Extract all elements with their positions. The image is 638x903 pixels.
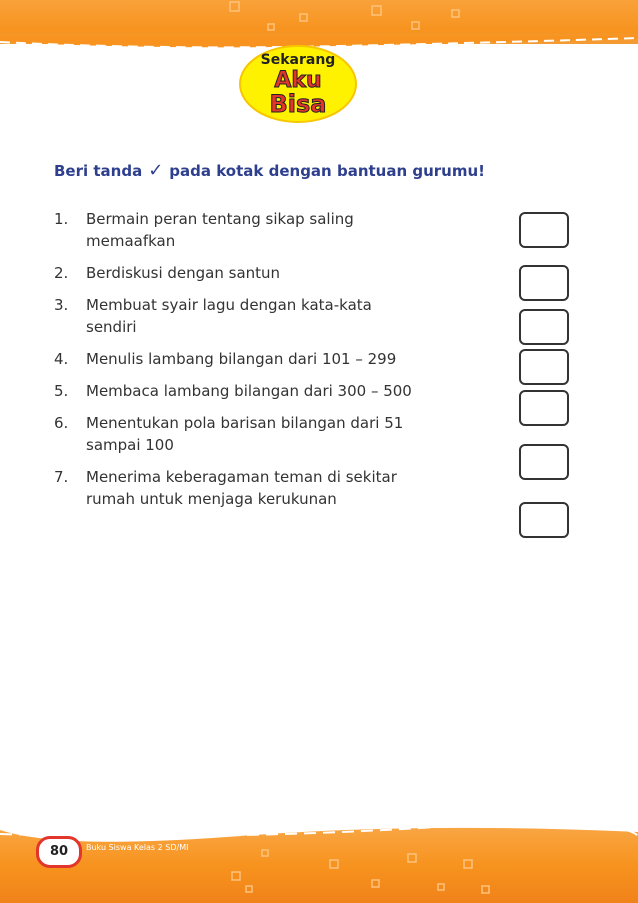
item-number: 3. — [54, 296, 69, 314]
item-text-continued: memaafkan — [86, 232, 176, 250]
item-number: 4. — [54, 350, 69, 368]
item-text-continued: rumah untuk menjaga kerukunan — [86, 490, 337, 508]
item-text: Menulis lambang bilangan dari 101 – 299 — [86, 350, 397, 368]
checkbox-item-3[interactable] — [519, 309, 569, 345]
item-text: Menerima keberagaman teman di sekitar — [86, 468, 397, 486]
checkbox-item-1[interactable] — [519, 212, 569, 248]
logo-line-3: Bisa — [269, 90, 327, 118]
list-item — [54, 294, 494, 338]
list-item — [54, 208, 494, 252]
item-number: 2. — [54, 264, 69, 282]
list-item — [54, 262, 494, 284]
checkbox-item-5[interactable] — [519, 390, 569, 426]
item-number: 1. — [54, 210, 69, 228]
item-text-continued: sendiri — [86, 318, 137, 336]
list-item — [54, 466, 494, 510]
instruction-after: pada kotak dengan bantuan gurumu! — [169, 162, 486, 180]
list-item — [54, 412, 494, 456]
item-text: Bermain peran tentang sikap saling — [86, 210, 354, 228]
item-number: 7. — [54, 468, 69, 486]
book-title: Buku Siswa Kelas 2 SD/MI — [86, 843, 189, 852]
sekarang-aku-bisa-logo — [234, 38, 362, 124]
item-text: Berdiskusi dengan santun — [86, 264, 281, 282]
item-text: Membaca lambang bilangan dari 300 – 500 — [86, 382, 412, 400]
instruction — [54, 160, 574, 181]
bottom-band-pattern — [0, 820, 638, 903]
checkbox-item-4[interactable] — [519, 349, 569, 385]
logo-line-2: Aku — [274, 68, 322, 93]
activity-list — [54, 208, 494, 510]
item-number: 6. — [54, 414, 69, 432]
checkbox-item-7[interactable] — [519, 502, 569, 538]
item-text: Membuat syair lagu dengan kata-kata — [86, 296, 372, 314]
list-item — [54, 380, 494, 402]
logo-line-1: Sekarang — [260, 52, 336, 68]
instruction-before: Beri tanda — [54, 162, 143, 180]
list-item — [54, 348, 494, 370]
item-text: Menentukan pola barisan bilangan dari 51 — [86, 414, 404, 432]
page-number: 80 — [36, 836, 82, 868]
item-number: 5. — [54, 382, 69, 400]
bottom-decorative-band — [0, 820, 638, 903]
checkbox-item-6[interactable] — [519, 444, 569, 480]
item-text-continued: sampai 100 — [86, 436, 174, 454]
checkmark-icon: ✓ — [148, 160, 164, 181]
checkbox-item-2[interactable] — [519, 265, 569, 301]
